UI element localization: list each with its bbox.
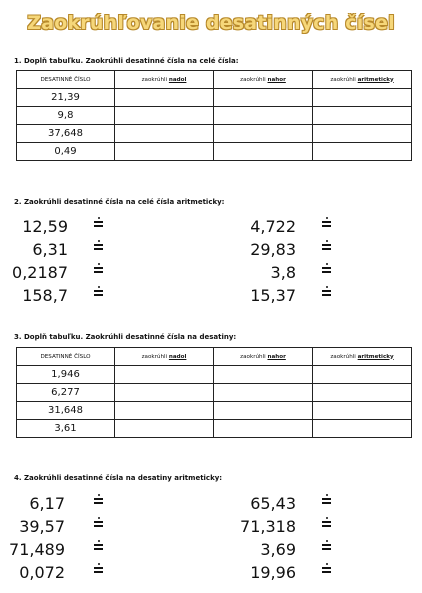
approx-equal-icon (93, 216, 105, 230)
answer-cell-up[interactable] (214, 89, 313, 107)
approx-equal-icon (321, 285, 333, 299)
header-round-down: zaokrúhli nadol (115, 348, 214, 366)
header-round-up: zaokrúhli nahor (214, 71, 313, 89)
approx-equal-icon (321, 262, 333, 276)
approx-equal-icon (321, 216, 333, 230)
header-round-arithmetic: zaokrúhli aritmeticky (313, 71, 412, 89)
table-row (17, 143, 412, 161)
exercise-number: 3,8 (270, 263, 296, 282)
approx-equal-icon (93, 562, 105, 576)
approx-equal-icon (93, 262, 105, 276)
task2-instruction: 2. Zaokrúhli desatinné čísla na celé čísla aritmeticky: (14, 198, 225, 206)
exercise-number: 0,2187 (12, 263, 68, 282)
approx-equal-icon (93, 285, 105, 299)
answer-cell-up[interactable] (214, 384, 313, 402)
header-decimal-number: DESATINNÉ ČÍSLO (17, 71, 115, 89)
answer-cell-arithmetic[interactable] (313, 366, 412, 384)
exercise-number: 158,7 (22, 286, 68, 305)
table-row (17, 384, 412, 402)
table-row (17, 107, 412, 125)
decimal-value: 9,8 (17, 107, 115, 125)
approx-equal-icon (321, 493, 333, 507)
table-row (17, 420, 412, 438)
answer-cell-arithmetic[interactable] (313, 89, 412, 107)
approx-equal-icon (93, 516, 105, 530)
task3-table (16, 347, 412, 438)
exercise-number: 12,59 (22, 217, 68, 236)
header-round-arithmetic: zaokrúhli aritmeticky (313, 348, 412, 366)
answer-cell-down[interactable] (115, 107, 214, 125)
approx-equal-icon (93, 539, 105, 553)
approx-equal-icon (321, 539, 333, 553)
answer-cell-up[interactable] (214, 402, 313, 420)
table-header-row (17, 348, 412, 366)
answer-cell-arithmetic[interactable] (313, 125, 412, 143)
answer-cell-arithmetic[interactable] (313, 402, 412, 420)
header-round-up: zaokrúhli nahor (214, 348, 313, 366)
answer-cell-up[interactable] (214, 366, 313, 384)
decimal-value: 37,648 (17, 125, 115, 143)
approx-equal-icon (93, 493, 105, 507)
table-row (17, 366, 412, 384)
table-row (17, 89, 412, 107)
answer-cell-down[interactable] (115, 402, 214, 420)
table-header-row (17, 71, 412, 89)
answer-cell-up[interactable] (214, 125, 313, 143)
exercise-number: 6,17 (29, 494, 65, 513)
exercise-number: 0,072 (19, 563, 65, 582)
answer-cell-down[interactable] (115, 420, 214, 438)
answer-cell-arithmetic[interactable] (313, 384, 412, 402)
exercise-number: 71,318 (240, 517, 296, 536)
exercise-number: 39,57 (19, 517, 65, 536)
decimal-value: 21,39 (17, 89, 115, 107)
header-decimal-number: DESATINNÉ ČÍSLO (17, 348, 115, 366)
table-row (17, 125, 412, 143)
exercise-number: 3,69 (260, 540, 296, 559)
answer-cell-down[interactable] (115, 366, 214, 384)
task4-instruction: 4. Zaokrúhli desatinné čísla na desatiny aritmeticky: (14, 474, 223, 482)
decimal-value: 3,61 (17, 420, 115, 438)
answer-cell-arithmetic[interactable] (313, 143, 412, 161)
answer-cell-up[interactable] (214, 143, 313, 161)
approx-equal-icon (321, 562, 333, 576)
answer-cell-up[interactable] (214, 107, 313, 125)
approx-equal-icon (93, 239, 105, 253)
exercise-number: 29,83 (250, 240, 296, 259)
decimal-value: 0,49 (17, 143, 115, 161)
exercise-number: 4,722 (250, 217, 296, 236)
answer-cell-down[interactable] (115, 143, 214, 161)
answer-cell-down[interactable] (115, 125, 214, 143)
decimal-value: 1,946 (17, 366, 115, 384)
header-round-down: zaokrúhli nadol (115, 71, 214, 89)
decimal-value: 31,648 (17, 402, 115, 420)
exercise-number: 15,37 (250, 286, 296, 305)
exercise-number: 19,96 (250, 563, 296, 582)
page-title: Zaokrúhľovanie desatinných čísel (27, 12, 395, 34)
approx-equal-icon (321, 239, 333, 253)
exercise-number: 6,31 (32, 240, 68, 259)
answer-cell-arithmetic[interactable] (313, 107, 412, 125)
exercise-number: 71,489 (9, 540, 65, 559)
exercise-number: 65,43 (250, 494, 296, 513)
task3-instruction: 3. Doplň tabuľku. Zaokrúhli desatinné čísla na desatiny: (14, 333, 237, 341)
answer-cell-up[interactable] (214, 420, 313, 438)
task1-instruction: 1. Doplň tabuľku. Zaokrúhli desatinné čísla na celé čísla: (14, 57, 239, 65)
answer-cell-down[interactable] (115, 89, 214, 107)
table-row (17, 402, 412, 420)
task1-table (16, 70, 412, 161)
answer-cell-down[interactable] (115, 384, 214, 402)
decimal-value: 6,277 (17, 384, 115, 402)
answer-cell-arithmetic[interactable] (313, 420, 412, 438)
approx-equal-icon (321, 516, 333, 530)
